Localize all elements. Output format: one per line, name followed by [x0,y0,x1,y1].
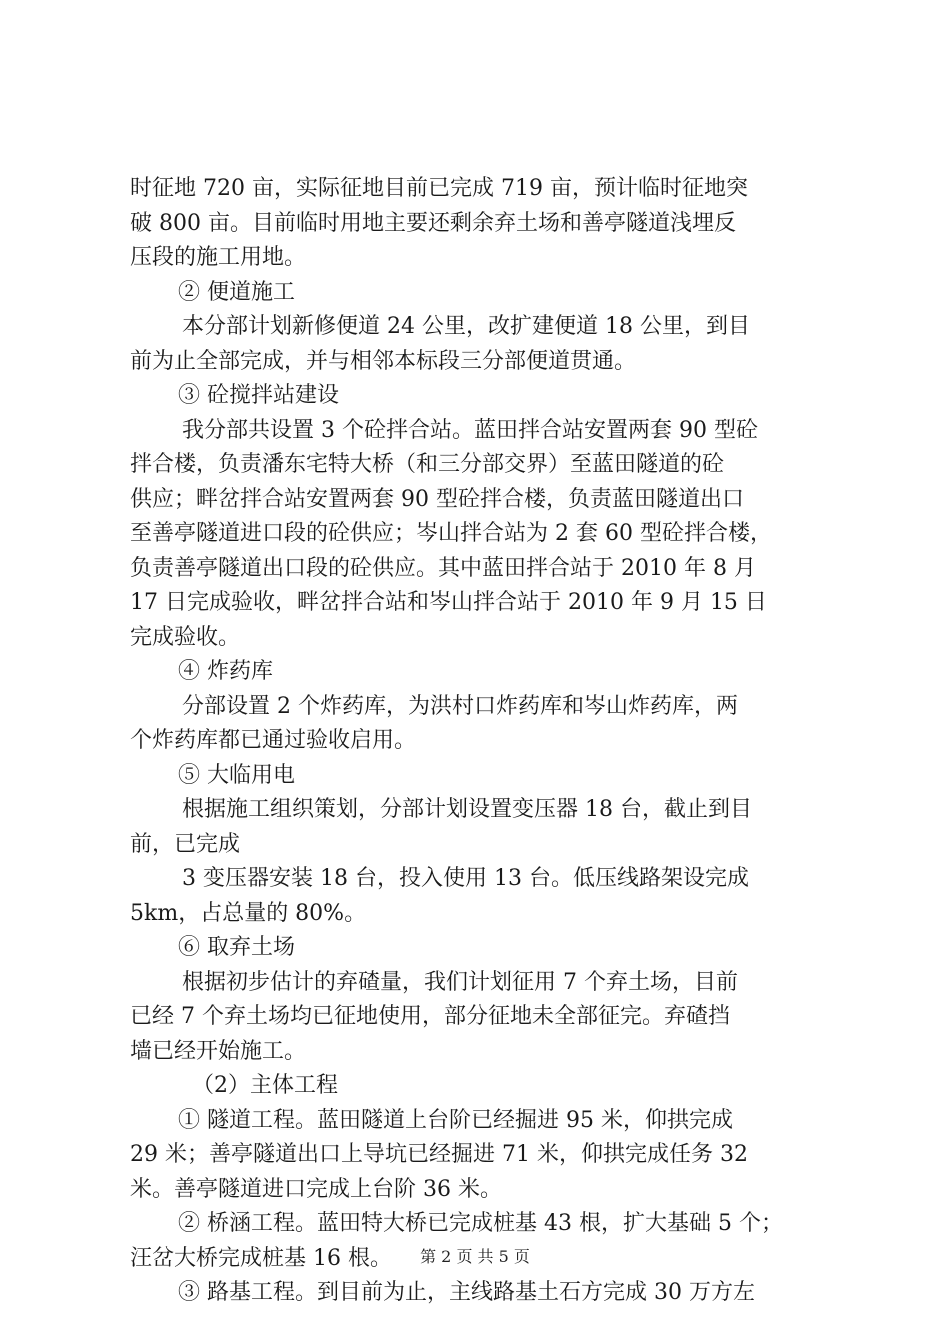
text-line: ② 便道施工 [178,279,295,305]
text-line: 个炸药库都已通过验收启用。 [130,728,417,753]
text-line: ④ 炸药库 [178,659,273,684]
text-line: ⑥ 取弃土场 [178,935,295,960]
text-line: ③ 砼搅拌站建设 [178,383,339,408]
text-line: 已经 7 个弃土场均已征地使用，部分征地未全部征完。弃碴挡 [130,1004,730,1029]
text-line: 根据施工组织策划，分部计划设置变压器 18 台，截止到目 [182,797,752,822]
text-line: 压段的施工用地。 [130,245,307,270]
text-line: 供应；畔岔拌合站安置两套 90 型砼拌合楼，负责蓝田隧道出口 [130,486,744,512]
text-line: 本分部计划新修便道 24 公里，改扩建便道 18 公里，到目 [182,314,750,339]
text-line: 3 变压器安装 18 台，投入使用 13 台。低压线路架设完成 [182,866,749,891]
text-line: ① 隧道工程。蓝田隧道上台阶已经掘进 95 米，仰拱完成 [178,1107,733,1133]
text-line: 拌合楼，负责潘东宅特大桥（和三分部交界）至蓝田隧道的砼 [130,452,725,477]
document-body [130,172,835,1311]
text-line: 负责善亭隧道出口段的砼供应。其中蓝田拌合站于 2010 年 8 月 [130,555,756,581]
text-line: 根据初步估计的弃碴量，我们计划征用 7 个弃土场，目前 [182,969,738,995]
text-line: 完成验收。 [130,624,241,650]
text-line: 5km，占总量的 80%。 [130,900,367,926]
text-line: 29 米；善亭隧道出口上导坑已经掘进 71 米，仰拱完成任务 32 [130,1142,748,1167]
text-line: ⑤ 大临用电 [178,762,295,788]
text-line: ② 桥涵工程。蓝田特大桥已完成桩基 43 根，扩大基础 5 个； [178,1211,783,1236]
text-line: 17 日完成验收，畔岔拌合站和岑山拌合站于 2010 年 9 月 15 日 [130,590,767,615]
text-line: 前，已完成 [130,831,241,857]
text-line: 时征地 720 亩，实际征地目前已完成 719 亩，预计临时征地突 [130,176,748,201]
text-line: ③ 路基工程。到目前为止，主线路基土石方完成 30 万方左 [178,1280,755,1305]
text-line: 汪岔大桥完成桩基 16 根。 [130,1245,392,1271]
text-line: 米。善亭隧道进口完成上台阶 36 米。 [130,1176,502,1202]
text-line: 破 800 亩。目前临时用地主要还剩余弃土场和善亭隧道浅埋反 [130,210,736,236]
text-line: 前为止全部完成，并与相邻本标段三分部便道贯通。 [130,348,637,374]
text-line: 墙已经开始施工。 [130,1038,307,1064]
text-line: （2）主体工程 [192,1073,338,1098]
text-line: 我分部共设置 3 个砼拌合站。蓝田拌合站安置两套 90 型砼 [182,417,758,443]
page-footer: 第 2 页 共 5 页 [420,1247,530,1266]
text-line: 分部设置 2 个炸药库，为洪村口炸药库和岑山炸药库，两 [182,693,738,719]
text-line: 至善亭隧道进口段的砼供应；岑山拌合站为 2 套 60 型砼拌合楼， [130,521,772,546]
